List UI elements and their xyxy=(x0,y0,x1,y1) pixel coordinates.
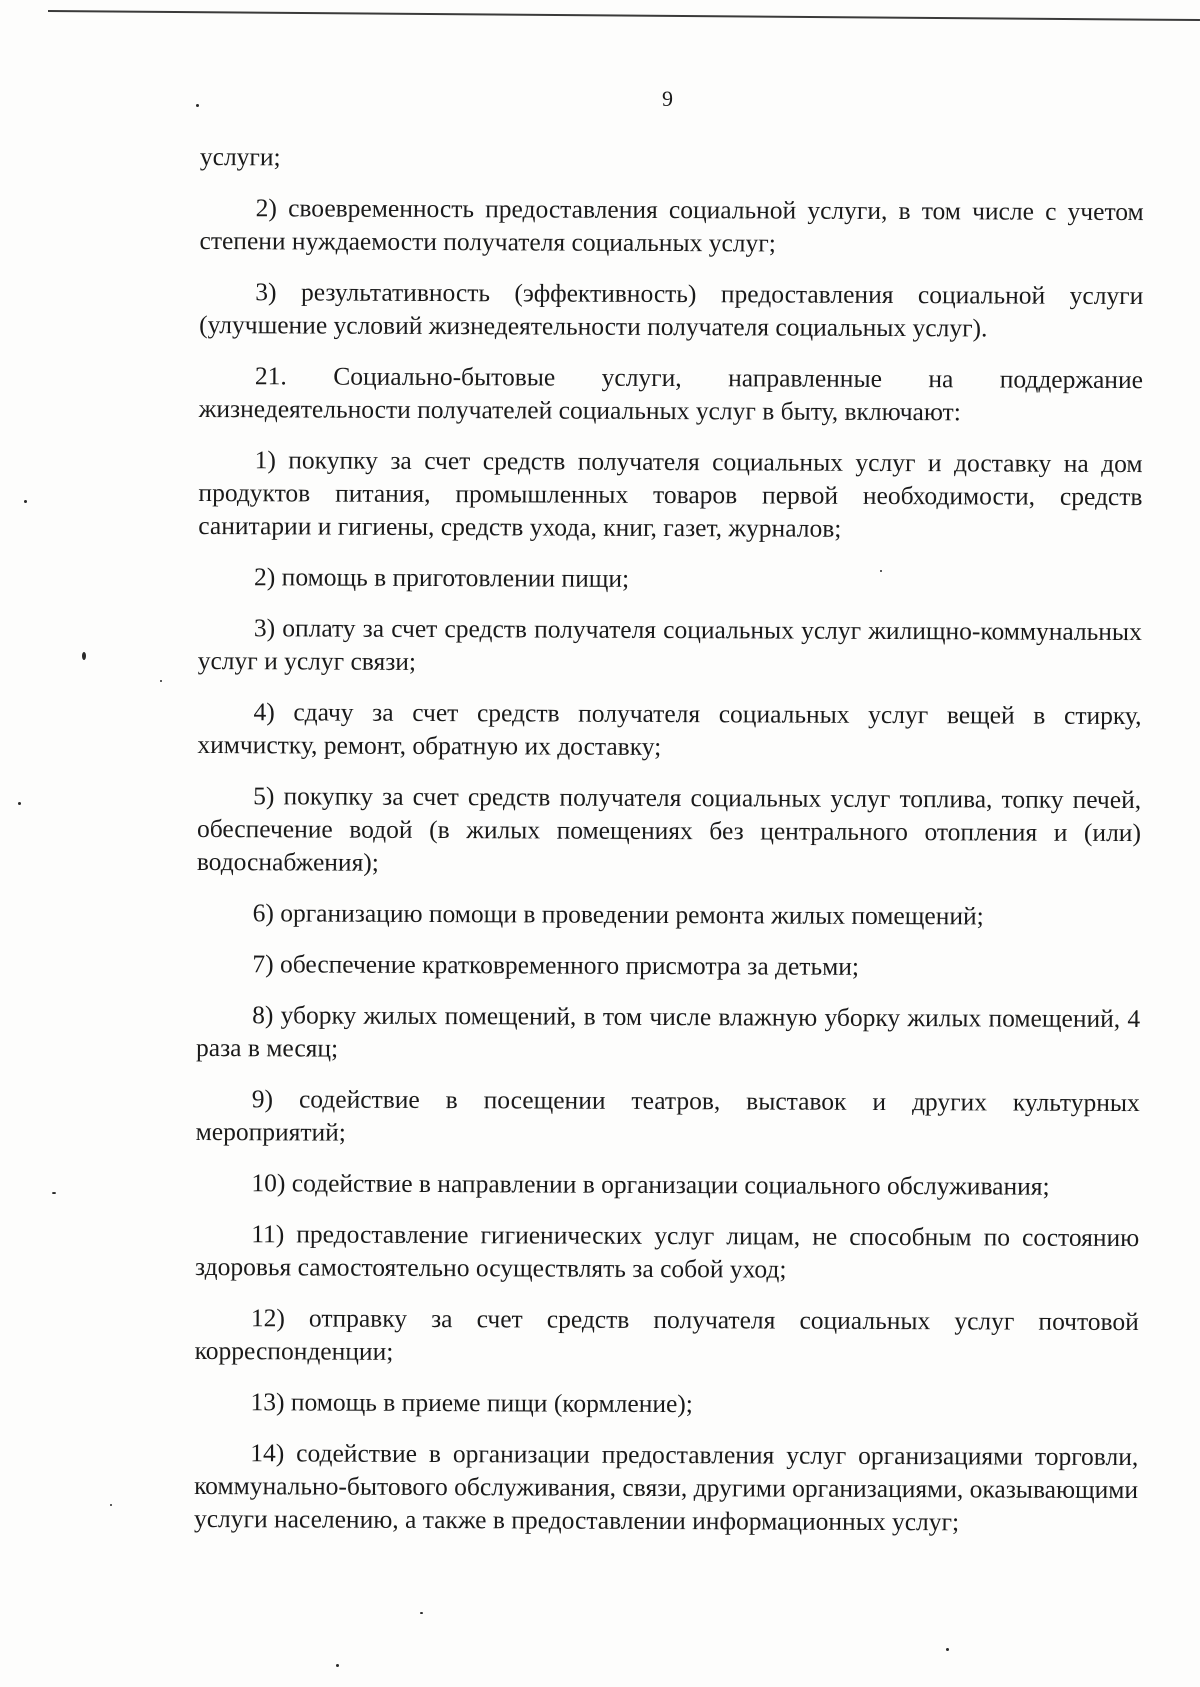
paragraph-item-3: 3) результативность (эффективность) предоставления социальной услуги (улучшение условий жизнедеятельности получателя социальных услуг). xyxy=(199,277,1144,343)
scan-speck xyxy=(18,802,21,805)
top-border-line xyxy=(48,10,1200,21)
scan-speck xyxy=(110,1504,112,1506)
list-item-1: 1) покупку за счет средств получателя социальных услуг и доставку на дом продуктов питания, промышленных товаров первой необходимости, средств санитарии и гигиены, средств ухода, книг, газет, журналов; xyxy=(198,445,1143,543)
paragraph-section-21: 21. Социально-бытовые услуги, направленные на поддержание жизнедеятельности получателей социальных услуг в быту, включают: xyxy=(198,361,1144,427)
list-item-9: 9) содействие в посещении театров, выставок и других культурных мероприятий; xyxy=(195,1084,1140,1147)
list-item-6: 6) организацию помощи в проведении ремонта жилых помещений; xyxy=(252,898,984,931)
list-item-5: 5) покупку за счет средств получателя социальных услуг топлива, топку печей, обеспечение водой (в жилых помещениях без центрального отопления и (или) водоснабжения); xyxy=(196,781,1142,877)
scan-speck xyxy=(880,570,882,572)
scan-speck xyxy=(82,652,86,660)
paragraph-continuation: услуги; xyxy=(199,141,281,172)
list-item-14: 14) содействие в организации предоставления услуг организациями торговли, коммунально-бытового обслуживания, связи, другими организациями, оказывающими услуги населению, а также в предоставлении информационных услуг; xyxy=(193,1438,1139,1537)
paragraph-item-2: 2) своевременность предоставления социальной услуги, в том числе с учетом степени нуждаемости получателя социальных услуг; xyxy=(199,193,1144,258)
scan-speck xyxy=(52,1192,56,1194)
document-body xyxy=(194,140,1144,1557)
scan-speck xyxy=(946,1648,949,1651)
list-item-7: 7) обеспечение кратковременного присмотра за детьми; xyxy=(252,949,860,981)
list-item-8: 8) уборку жилых помещений, в том числе влажную уборку жилых помещений, 4 раза в месяц; xyxy=(195,1000,1141,1063)
list-item-11: 11) предоставление гигиенических услуг лицам, не способным по состоянию здоровья самостоятельно осуществлять за собой уход; xyxy=(195,1219,1140,1284)
scan-speck xyxy=(160,680,162,682)
page-number-text: 9 xyxy=(662,86,673,111)
list-item-12: 12) отправку за счет средств получателя социальных услуг почтовой корреспонденции; xyxy=(194,1303,1139,1366)
scan-speck xyxy=(196,104,199,107)
scan-speck xyxy=(420,1612,423,1614)
list-item-4: 4) сдачу за счет средств получателя социальных услуг вещей в стирку, химчистку, ремонт, обратную их доставку; xyxy=(197,697,1142,762)
list-item-2: 2) помощь в приготовлении пищи; xyxy=(254,562,630,593)
list-item-3: 3) оплату за счет средств получателя социальных услуг жилищно-коммунальных услуг и услуг связи; xyxy=(197,613,1142,676)
scan-speck xyxy=(336,1664,339,1667)
scan-speck xyxy=(24,500,27,503)
list-item-13: 13) помощь в приеме пищи (кормление); xyxy=(250,1387,693,1419)
list-item-10: 10) содействие в направлении в организации социального обслуживания; xyxy=(251,1168,1050,1201)
